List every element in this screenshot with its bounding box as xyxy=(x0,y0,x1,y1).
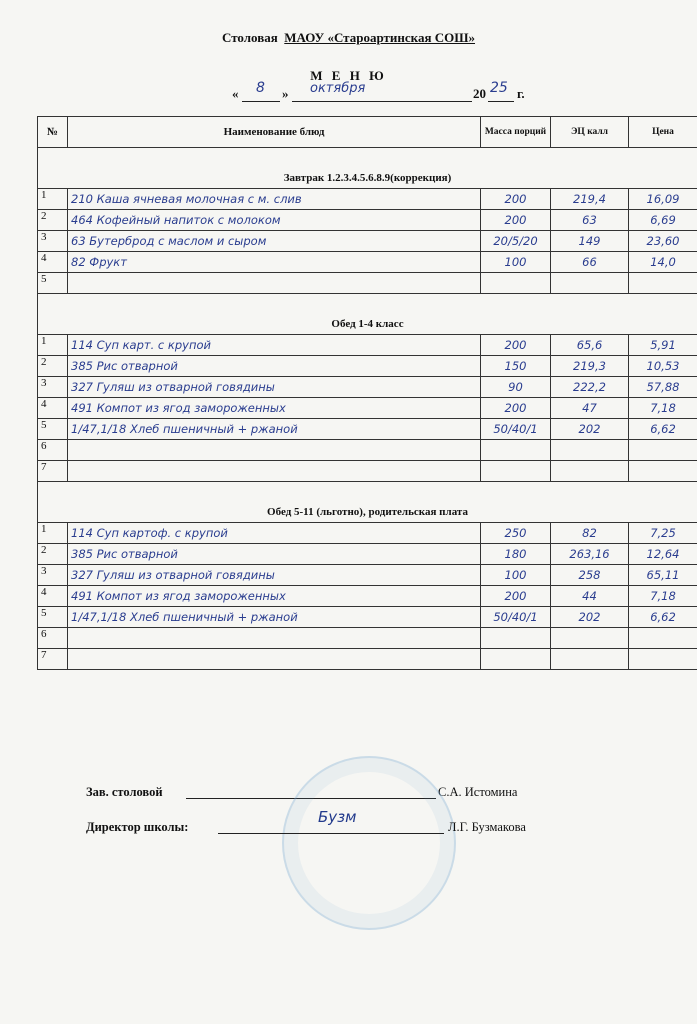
section-header-row xyxy=(38,502,697,523)
portion-mass xyxy=(481,628,551,649)
table-row xyxy=(38,189,697,210)
dish-name: 491 Компот из ягод замороженных xyxy=(68,398,481,419)
dish-name: 1/47,1/18 Хлеб пшеничный + ржаной xyxy=(68,607,481,628)
price: 7,25 xyxy=(629,523,697,544)
row-number: 2 xyxy=(38,544,68,565)
portion-mass: 150 xyxy=(481,356,551,377)
calories: 202 xyxy=(551,419,629,440)
table-header-row xyxy=(38,117,697,148)
table-row xyxy=(38,628,697,649)
portion-mass: 200 xyxy=(481,210,551,231)
calories xyxy=(551,628,629,649)
portion-mass xyxy=(481,461,551,482)
section-title: Обед 1-4 класс xyxy=(38,314,697,335)
col-dish-name: Наименование блюд xyxy=(68,117,481,148)
col-number: № xyxy=(38,117,68,148)
dish-name: 210 Каша ячневая молочная с м. слив xyxy=(68,189,481,210)
table-row xyxy=(38,649,697,670)
price: 7,18 xyxy=(629,398,697,419)
portion-mass: 250 xyxy=(481,523,551,544)
price: 23,60 xyxy=(629,231,697,252)
row-number: 7 xyxy=(38,461,68,482)
calories: 63 xyxy=(551,210,629,231)
dish-name xyxy=(68,440,481,461)
table-row xyxy=(38,210,697,231)
price: 6,62 xyxy=(629,419,697,440)
document-title xyxy=(0,30,697,46)
calories: 44 xyxy=(551,586,629,607)
row-number: 3 xyxy=(38,377,68,398)
date-year-prefix: 20 xyxy=(473,86,486,101)
portion-mass: 50/40/1 xyxy=(481,419,551,440)
calories xyxy=(551,649,629,670)
school-stamp xyxy=(282,756,456,930)
title-prefix: Столовая xyxy=(221,30,278,45)
portion-mass xyxy=(481,440,551,461)
dish-name: 82 Фрукт xyxy=(68,252,481,273)
row-number: 2 xyxy=(38,356,68,377)
date-open-quote: « xyxy=(232,86,239,101)
row-number: 2 xyxy=(38,210,68,231)
section-spacer-row xyxy=(38,482,697,503)
calories: 263,16 xyxy=(551,544,629,565)
price: 5,91 xyxy=(629,335,697,356)
table-row xyxy=(38,461,697,482)
dish-name: 63 Бутерброд с маслом и сыром xyxy=(68,231,481,252)
section-header-row xyxy=(38,314,697,335)
spacer-cell xyxy=(38,148,697,169)
portion-mass: 100 xyxy=(481,565,551,586)
price: 12,64 xyxy=(629,544,697,565)
price xyxy=(629,461,697,482)
table-row xyxy=(38,273,697,294)
table-row xyxy=(38,565,697,586)
director-label: Директор школы: xyxy=(86,820,189,834)
row-number: 5 xyxy=(38,273,68,294)
dish-name: 385 Рис отварной xyxy=(68,544,481,565)
date-year-suffix: 25 xyxy=(490,80,508,96)
calories: 149 xyxy=(551,231,629,252)
table-row xyxy=(38,523,697,544)
calories xyxy=(551,440,629,461)
menu-body xyxy=(38,148,697,670)
date-day: 8 xyxy=(256,80,265,96)
price xyxy=(629,649,697,670)
portion-mass xyxy=(481,649,551,670)
row-number: 7 xyxy=(38,649,68,670)
date-year-end: г. xyxy=(517,86,525,101)
calories: 258 xyxy=(551,565,629,586)
calories: 202 xyxy=(551,607,629,628)
col-price: Цена xyxy=(629,117,697,148)
portion-mass xyxy=(481,273,551,294)
table-row xyxy=(38,607,697,628)
calories xyxy=(551,273,629,294)
dish-name: 327 Гуляш из отварной говядины xyxy=(68,377,481,398)
date-line xyxy=(232,80,562,104)
calories xyxy=(551,461,629,482)
col-mass: Масса порций xyxy=(481,117,551,148)
portion-mass: 20/5/20 xyxy=(481,231,551,252)
row-number: 1 xyxy=(38,335,68,356)
calories: 47 xyxy=(551,398,629,419)
table-row xyxy=(38,440,697,461)
portion-mass: 180 xyxy=(481,544,551,565)
portion-mass: 200 xyxy=(481,189,551,210)
portion-mass: 200 xyxy=(481,586,551,607)
portion-mass: 200 xyxy=(481,398,551,419)
dish-name: 1/47,1/18 Хлеб пшеничный + ржаной xyxy=(68,419,481,440)
menu-heading: М Е Н Ю xyxy=(310,68,387,83)
calories: 219,3 xyxy=(551,356,629,377)
price xyxy=(629,440,697,461)
date-month: октября xyxy=(310,81,366,96)
dish-name: 327 Гуляш из отварной говядины xyxy=(68,565,481,586)
table-row xyxy=(38,586,697,607)
section-spacer-row xyxy=(38,294,697,315)
table-row xyxy=(38,252,697,273)
dish-name xyxy=(68,649,481,670)
head-name: С.А. Истомина xyxy=(438,785,518,799)
table-row xyxy=(38,544,697,565)
portion-mass: 200 xyxy=(481,335,551,356)
row-number: 3 xyxy=(38,231,68,252)
director-signature: Бузм xyxy=(318,808,357,826)
dish-name xyxy=(68,461,481,482)
dish-name: 464 Кофейный напиток с молоком xyxy=(68,210,481,231)
calories: 82 xyxy=(551,523,629,544)
dish-name xyxy=(68,273,481,294)
price: 16,09 xyxy=(629,189,697,210)
row-number: 1 xyxy=(38,189,68,210)
section-header-row xyxy=(38,168,697,189)
col-kcal: ЭЦ калл xyxy=(551,117,629,148)
calories: 219,4 xyxy=(551,189,629,210)
price: 65,11 xyxy=(629,565,697,586)
table-row xyxy=(38,377,697,398)
section-title: Обед 5-11 (льготно), родительская плата xyxy=(38,502,697,523)
row-number: 5 xyxy=(38,419,68,440)
row-number: 5 xyxy=(38,607,68,628)
row-number: 6 xyxy=(38,440,68,461)
dish-name: 491 Компот из ягод замороженных xyxy=(68,586,481,607)
portion-mass: 50/40/1 xyxy=(481,607,551,628)
table-row xyxy=(38,231,697,252)
section-title: Завтрак 1.2.3.4.5.6.8.9(коррекция) xyxy=(38,168,697,189)
title-school: МАОУ «Староартинская СОШ» xyxy=(284,30,476,45)
portion-mass: 100 xyxy=(481,252,551,273)
section-spacer-row xyxy=(38,148,697,169)
price: 57,88 xyxy=(629,377,697,398)
dish-name: 385 Рис отварной xyxy=(68,356,481,377)
price xyxy=(629,628,697,649)
row-number: 4 xyxy=(38,252,68,273)
calories: 65,6 xyxy=(551,335,629,356)
table-row xyxy=(38,335,697,356)
head-label: Зав. столовой xyxy=(86,785,163,799)
price xyxy=(629,273,697,294)
row-number: 4 xyxy=(38,398,68,419)
price: 6,62 xyxy=(629,607,697,628)
row-number: 1 xyxy=(38,523,68,544)
director-name: Л.Г. Бузмакова xyxy=(448,820,526,834)
price: 10,53 xyxy=(629,356,697,377)
table-row xyxy=(38,356,697,377)
spacer-cell xyxy=(38,294,697,315)
row-number: 3 xyxy=(38,565,68,586)
dish-name: 114 Суп карт. с крупой xyxy=(68,335,481,356)
dish-name: 114 Суп картоф. с крупой xyxy=(68,523,481,544)
portion-mass: 90 xyxy=(481,377,551,398)
menu-table xyxy=(37,116,697,670)
price: 14,0 xyxy=(629,252,697,273)
table-row xyxy=(38,419,697,440)
date-close-quote: » xyxy=(282,86,289,101)
dish-name xyxy=(68,628,481,649)
row-number: 4 xyxy=(38,586,68,607)
calories: 66 xyxy=(551,252,629,273)
price: 7,18 xyxy=(629,586,697,607)
calories: 222,2 xyxy=(551,377,629,398)
table-row xyxy=(38,398,697,419)
price: 6,69 xyxy=(629,210,697,231)
row-number: 6 xyxy=(38,628,68,649)
spacer-cell xyxy=(38,482,697,503)
